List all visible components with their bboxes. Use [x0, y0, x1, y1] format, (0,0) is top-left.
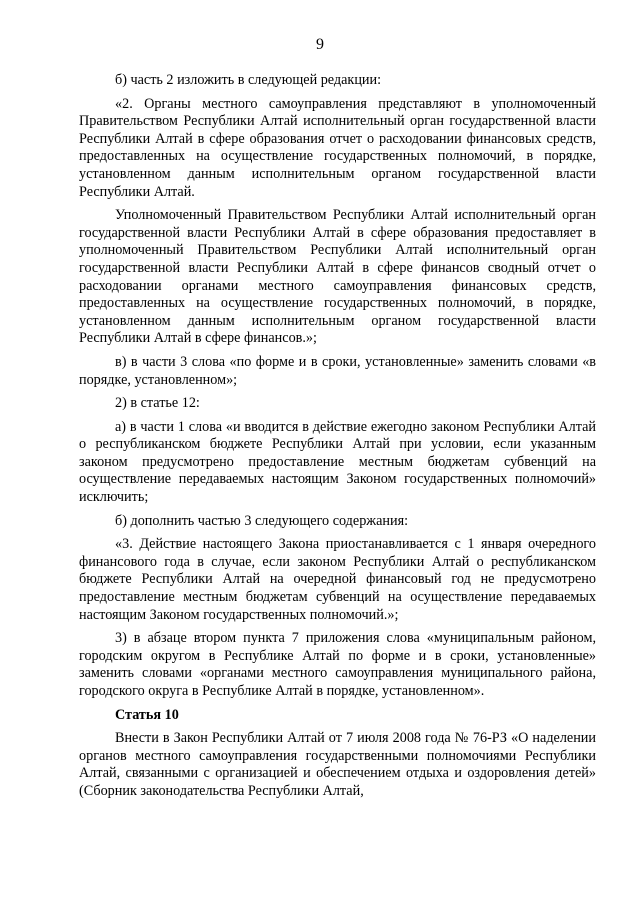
- paragraph-part3-amend: в) в части 3 слова «по форме и в сроки, установленные» заменить словами «в порядке, установленном»;: [79, 353, 596, 388]
- page-number: 9: [316, 36, 324, 53]
- paragraph-quoted-part3: «3. Действие настоящего Закона приостанавливается с 1 января очередного финансового года в случае, если законом Республики Алтай о республиканском бюджете Республики Алтай на очередной финансовый год не предусмотрено предоставление местным бюджетам субвенций на осуществление передаваемых настоящим Законом государственных полномочий.»;: [79, 536, 596, 623]
- paragraph-article12: 2) в статье 12:: [115, 395, 200, 412]
- paragraph-annex-item7: 3) в абзаце втором пункта 7 приложения слова «муниципальным районом, городским округом в Республике Алтай по форме и в сроки, установленные» заменить словами «органами местного самоуправления муниципального района, городского округа в Республике Алтай в порядке, установленном».: [79, 630, 596, 699]
- paragraph-article10-body: Внести в Закон Республики Алтай от 7 июля 2008 года № 76-РЗ «О наделении органов местного самоуправления государственными полномочиями Республики Алтай, связанными с организацией и обеспечением отдыха и оздоровления детей» (Сборник законодательства Республики Алтай,: [79, 730, 596, 799]
- paragraph-article12-part1: а) в части 1 слова «и вводится в действие ежегодно законом Республики Алтай о республиканском бюджете Республики Алтай при условии, если указанным законом предусмотрено предоставление местным бюджетам субвенций на осуществление передаваемых настоящим Законом государственных полномочий» исключить;: [79, 418, 596, 506]
- paragraph-part2-intro: б) часть 2 изложить в следующей редакции:: [115, 72, 382, 88]
- article-heading: Статья 10: [115, 706, 179, 723]
- paragraph-quoted-part2: «2. Органы местного самоуправления представляют в уполномоченный Правительством Республики Алтай исполнительный орган государственной власти Республики Алтай в сфере образования отчет о расходовании финансовых средств, предоставленных на осуществление государственных полномочий, в порядке, установленном данным исполнительным органом государственной власти Республики Алтай.: [79, 95, 596, 200]
- document-body: [79, 72, 596, 807]
- paragraph-authorized-body: Уполномоченный Правительством Республики Алтай исполнительный орган государственной власти Республики Алтай в сфере образования предоставляет в уполномоченный Правительством Республики Алтай исполнительный орган государственной власти Республики Алтай в сфере финансов сводный отчет о расходовании органами местного самоуправления финансовых средств, предоставленных на осуществление государственных полномочий, в порядке, установленном данным исполнительным органом государственной власти Республики Алтай в сфере финансов.»;: [79, 207, 596, 347]
- paragraph-add-part3: б) дополнить частью 3 следующего содержания:: [115, 512, 409, 529]
